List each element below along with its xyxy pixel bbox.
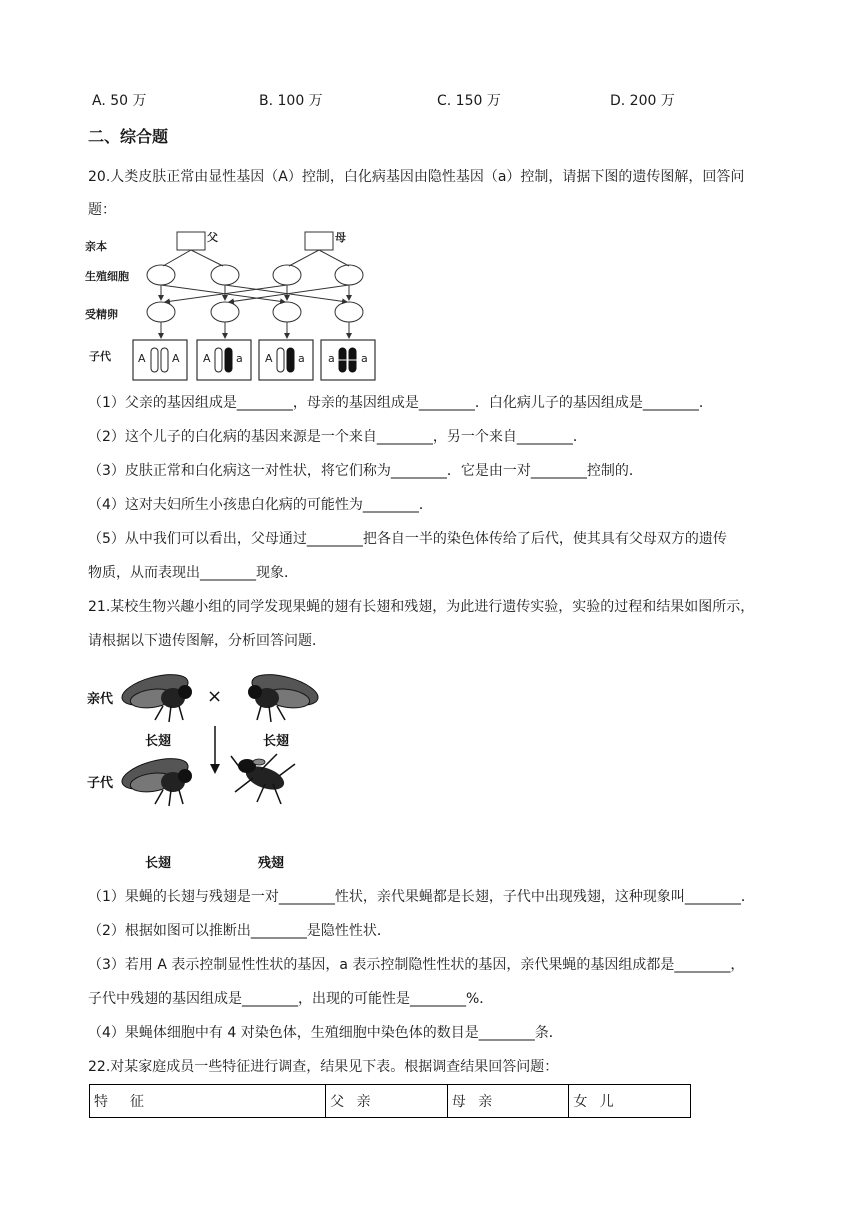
offspring-fly-vestigial: [231, 754, 295, 804]
gamete-father-2: [211, 265, 239, 285]
table-header-row: [90, 1085, 691, 1118]
q21-fruitfly-figure: [85, 660, 345, 872]
allele-3-left: A: [265, 352, 273, 365]
table-header-cell: 特 征: [90, 1085, 326, 1118]
allele-2-right: a: [236, 352, 243, 365]
parent-gen-label: 亲代: [87, 692, 114, 707]
cross-symbol: ×: [207, 686, 223, 707]
q20-item-1: （1）父亲的基因组成是________，母亲的基因组成是________．白化病儿子的基因组成是________．: [88, 395, 713, 411]
offspring-gen-label: 子代: [87, 776, 114, 791]
q22-stem: 22.对某家庭成员一些特征进行调查，结果见下表。根据调查结果回答问题：: [88, 1059, 559, 1075]
q20-item-4: （4）这对夫妇所生小孩患白化病的可能性为________．: [88, 497, 433, 513]
fly-label-2: 长翅: [263, 734, 290, 749]
q21-stem-line1: 21.某校生物兴趣小组的同学发现果蝇的翅有长翅和残翅，为此进行遗传实验，实验的过程和结果如图所示，: [88, 599, 755, 615]
zygote-4: [335, 302, 363, 322]
fly-drawings: [85, 660, 345, 872]
q21-item-3-cont: 子代中残翅的基因组成是________，出现的可能性是________%．: [88, 991, 494, 1007]
q21-item-2: （2）根据如图可以推断出________是隐性性状．: [88, 923, 391, 939]
offspring-fly-long: [119, 753, 192, 806]
q20-stem-line2: 题：: [88, 202, 116, 218]
allele-4-left: a: [328, 352, 335, 365]
gamete-father-1: [147, 265, 175, 285]
q22-survey-table: [89, 1084, 691, 1118]
gamete-mother-1: [273, 265, 301, 285]
mother-label: 母: [335, 231, 346, 244]
q20-genetics-diagram: [85, 226, 395, 386]
option-d: D. 200 万: [610, 93, 675, 109]
row-label-offspring: 子代: [89, 350, 111, 363]
q20-item-3: （3）皮肤正常和白化病这一对性状，将它们称为________．它是由一对________控制的．: [88, 463, 643, 479]
q21-item-3: （3）若用 A 表示控制显性性状的基因，a 表示控制隐性性状的基因，亲代果蝇的基因组成都是________，: [88, 957, 745, 973]
q21-item-1: （1）果蝇的长翅与残翅是一对________性状，亲代果蝇都是长翅，子代中出现残翅，这种现象叫________．: [88, 889, 755, 905]
allele-1-left: A: [138, 352, 146, 365]
zygote-3: [273, 302, 301, 322]
option-c: C. 150 万: [437, 93, 501, 109]
fly-label-3: 长翅: [145, 856, 172, 871]
mother-box: [305, 232, 333, 250]
allele-4-right: a: [361, 352, 368, 365]
allele-3-right: a: [298, 352, 305, 365]
q21-item-4: （4）果蝇体细胞中有 4 对染色体，生殖细胞中染色体的数目是________条．: [88, 1025, 563, 1041]
father-label: 父: [207, 231, 218, 244]
zygote-1: [147, 302, 175, 322]
section-title: 二、综合题: [88, 127, 169, 146]
option-a: A. 50 万: [92, 93, 147, 109]
q21-stem-line2: 请根据以下遗传图解，分析回答问题．: [88, 633, 326, 649]
parent-fly-long-1: [119, 669, 192, 722]
row-label-gametes: 生殖细胞: [85, 270, 129, 283]
q20-item-5-cont: 物质，从而表现出________现象．: [88, 565, 298, 581]
table-header-cell: 母 亲: [447, 1085, 569, 1118]
option-b: B. 100 万: [259, 93, 323, 109]
row-label-parents: 亲本: [85, 240, 107, 253]
parent-fly-long-2: [248, 669, 321, 722]
table-header-cell: 父 亲: [326, 1085, 448, 1118]
q20-stem-line1: 20.人类皮肤正常由显性基因（A）控制，白化病基因由隐性基因（a）控制，请据下图的遗传图解，回答问: [88, 169, 745, 185]
fly-label-4: 残翅: [258, 856, 285, 871]
fly-label-1: 长翅: [145, 734, 172, 749]
allele-2-left: A: [203, 352, 211, 365]
table-header-cell: 女 儿: [569, 1085, 691, 1118]
gamete-mother-2: [335, 265, 363, 285]
father-box: [177, 232, 205, 250]
allele-1-right: A: [172, 352, 180, 365]
q20-item-2: （2）这个儿子的白化病的基因来源是一个来自________，另一个来自________．: [88, 429, 587, 445]
zygote-2: [211, 302, 239, 322]
row-label-zygotes: 受精卵: [85, 308, 118, 321]
q20-item-5: （5）从中我们可以看出，父母通过________把各自一半的染色体传给了后代，使其具有父母双方的遗传: [88, 531, 727, 547]
